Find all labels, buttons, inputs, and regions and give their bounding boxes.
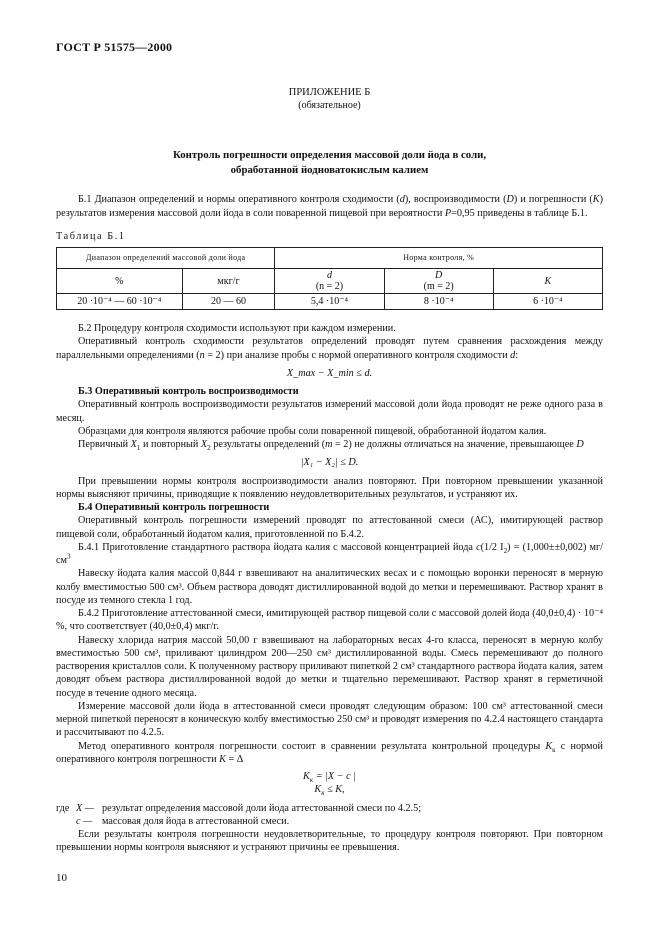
paragraph-b1: Б.1 Диапазон определений и нормы оперативного контроля сходимости (d), воспроизводимости (D) и погрешности (K) результатов измерения массовой доли йода в соли поваренной пищевой при вероятности P=0,95 приведены в таблице Б.1. bbox=[56, 194, 603, 219]
where-c: c — массовая доля йода в аттестованной смеси. bbox=[76, 815, 290, 827]
table-cell: 5,4 ·10⁻⁴ bbox=[275, 294, 384, 310]
table-col-K: K bbox=[493, 269, 602, 294]
table-cell: 8 ·10⁻⁴ bbox=[384, 294, 493, 310]
section-title-line-2: обработанной йодноватокислым калием bbox=[230, 163, 429, 176]
paragraph-b2: Б.2 Процедуру контроля сходимости используют при каждом измерении. bbox=[78, 323, 396, 335]
paragraph-b4-1: Оперативный контроль погрешности измерений проводят по аттестованной смеси (АС), имитирующей раствор пищевой соли, обработанный йодатом калия, приготовленной по Б.4.2. bbox=[56, 515, 603, 540]
paragraph-b2-repeatability: Оперативный контроль сходимости результатов определений проводят путем сравнения расхождения между параллельными определениями (n = 2) при анализе пробы с нормой оперативного контроля сходимости d: bbox=[56, 336, 603, 361]
appendix-subtitle: (обязательное) bbox=[298, 100, 361, 112]
paragraph-b4-5: Навеску хлорида натрия массой 50,00 г взвешивают на лабораторных весах 4-го класса, переносят в мерную колбу вместимостью 500 см³, приливают цилиндром 200—250 см³ дистиллированной воды. Смесь перемешивают до полного растворения кристаллов соли. К полученному раствору приливают пипеткой 2 см³ стандартного раствора йодата калия, затем доводят объем раствора дистиллированной водой до метки и тщательно перемешивают. Раствор хранят в герметичной посуде в течение одного месяца. bbox=[56, 634, 603, 699]
where-x: где X — результат определения массовой доли йода аттестованной смеси по 4.2.5; bbox=[56, 802, 422, 814]
table-col-d: d (n = 2) bbox=[275, 269, 384, 294]
heading-b4: Б.4 Оперативный контроль погрешности bbox=[78, 502, 270, 514]
paragraph-b4-4: Б.4.2 Приготовление аттестованной смеси, имитирующей раствор пищевой соли с массовой долей йода (40,0±0,4) · 10⁻⁴ %, что соответствует (40,0±0,4) мкг/г. bbox=[56, 608, 603, 633]
table-cell: 20 ·10⁻⁴ — 60 ·10⁻⁴ bbox=[57, 294, 183, 310]
paragraph-b4-3: Навеску йодата калия массой 0,844 г взвешивают на аналитических весах и с помощью воронки переносят в мерную колбу вместимостью 500 см³. Объем раствора доводят дистиллированной водой до метки и перемешивают. Раствор хранят в посуде из темного стекла 1 год. bbox=[56, 568, 603, 606]
section-title bbox=[56, 148, 603, 177]
table-header-range: Диапазон определений массовой доли йода bbox=[57, 248, 275, 269]
formula-repeatability: X_max − X_min ≤ d. bbox=[286, 367, 373, 379]
paragraph-b4-8: Если результаты контроля погрешности неудовлетворительные, то процедуру контроля повторяют. При повторном превышении нормы контроля выясняют и устраняют причины ее превышения. bbox=[56, 829, 603, 854]
formula-reproducibility: |X₁ − X₂| ≤ D. bbox=[300, 457, 359, 469]
heading-b3: Б.3 Оперативный контроль воспроизводимости bbox=[78, 386, 299, 398]
paragraph-b3-3: Первичный $X_1$ и повторный $X_2$ результаты определений (m = 2) не должны отличаться на значение, превышающее D bbox=[78, 439, 584, 453]
appendix-heading bbox=[56, 86, 603, 113]
paragraph-b4-7: Метод оперативного контроля погрешности состоит в сравнении результата контрольной процедуры $K_к$ с нормой оперативного контроля погрешности K = Δ bbox=[56, 740, 603, 765]
table-col-D: D (m = 2) bbox=[384, 269, 493, 294]
document-page bbox=[56, 40, 603, 885]
table-header-norm: Норма контроля, % bbox=[275, 248, 603, 269]
table-cell: 20 — 60 bbox=[182, 294, 275, 310]
table-cell: 6 ·10⁻⁴ bbox=[493, 294, 602, 310]
paragraph-b3-4: При превышении нормы контроля воспроизводимости анализ повторяют. При повторном превышении указанной нормы выясняют причины, приводящие к появлению неудовлетворительных результатов, и устраняют их. bbox=[56, 475, 603, 500]
paragraph-b4-2: Б.4.1 Приготовление стандартного раствора йодата калия с массовой концентрацией йода c(1/2 $I_2) = (1,000\pm\pm 0,002)$ $мг/см^3$ bbox=[56, 541, 603, 567]
paragraph-b3-2: Образцами для контроля являются рабочие пробы соли поваренной пищевой, обработанной йодатом калия. bbox=[78, 425, 547, 437]
section-title-line-1: Контроль погрешности определения массовой доли йода в соли, bbox=[172, 149, 487, 162]
paragraph-b4-6: Измерение массовой доли йода в аттестованной смеси проводят следующим образом: 100 см³ аттестованной смеси мерной пипеткой переносят в коническую колбу вместимостью 250 см³ и проводят измерения по 4.2.4 настоящего стандарта и рассчитывают по 4.2.5. bbox=[56, 700, 603, 739]
table-caption: Таблица Б.1 bbox=[56, 230, 126, 242]
norms-table bbox=[56, 247, 603, 310]
document-code: ГОСТ Р 51575—2000 bbox=[56, 40, 173, 54]
paragraph-b3-1: Оперативный контроль воспроизводимости результатов измерений массовой доли йода проводят не реже одного раза в месяц. bbox=[56, 399, 603, 424]
appendix-title: ПРИЛОЖЕНИЕ Б bbox=[288, 86, 371, 98]
table-unit-percent: % bbox=[57, 269, 183, 294]
table-unit-mkg: мкг/г bbox=[182, 269, 275, 294]
page-number: 10 bbox=[56, 871, 67, 884]
formula-accuracy: $K_к = |X - c$ | $K_к \le K$, bbox=[303, 771, 356, 797]
